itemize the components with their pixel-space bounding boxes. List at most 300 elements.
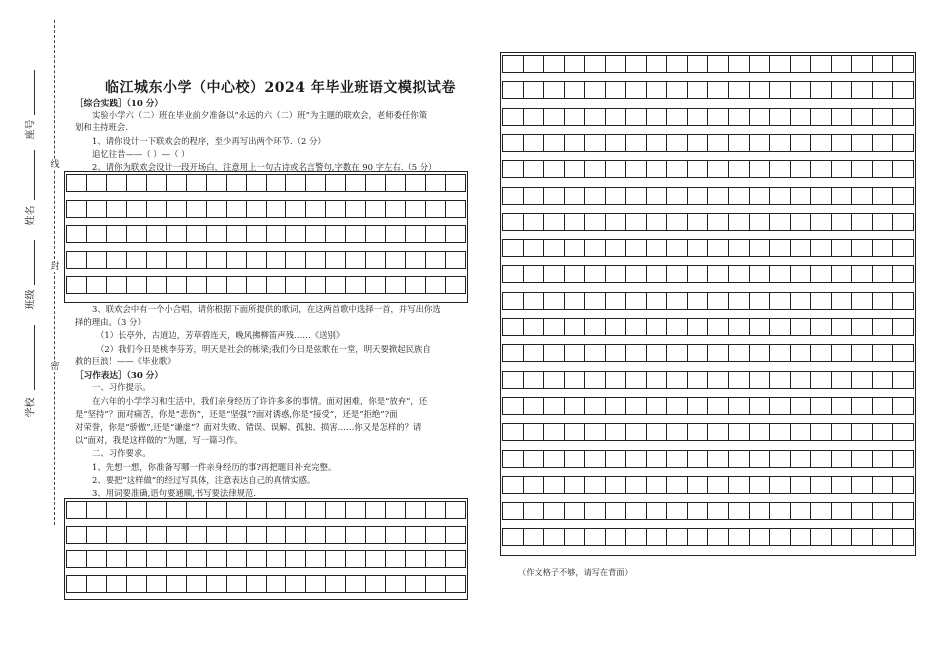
grid-cell[interactable] (708, 319, 729, 335)
grid-cell[interactable] (107, 175, 127, 191)
grid-cell[interactable] (750, 293, 771, 309)
grid-cell[interactable] (503, 451, 524, 467)
grid-cell[interactable] (852, 319, 873, 335)
grid-cell[interactable] (893, 529, 913, 545)
grid-cell[interactable] (565, 266, 586, 282)
grid-cell[interactable] (503, 293, 524, 309)
grid-cell[interactable] (852, 293, 873, 309)
grid-cell[interactable] (585, 345, 606, 361)
grid-cell[interactable] (852, 477, 873, 493)
grid-cell[interactable] (503, 529, 524, 545)
grid-cell[interactable] (346, 252, 366, 268)
grid-cell[interactable] (107, 226, 127, 242)
grid-cell[interactable] (832, 398, 853, 414)
grid-cell[interactable] (606, 109, 627, 125)
grid-cell[interactable] (524, 266, 545, 282)
grid-cell[interactable] (811, 266, 832, 282)
grid-cell[interactable] (770, 529, 791, 545)
grid-cell[interactable] (647, 319, 668, 335)
grid-cell[interactable] (67, 175, 87, 191)
grid-cell[interactable] (503, 424, 524, 440)
grid-cell[interactable] (647, 56, 668, 72)
grid-cell[interactable] (832, 293, 853, 309)
grid-cell[interactable] (247, 226, 267, 242)
grid-cell[interactable] (873, 188, 894, 204)
grid-cell[interactable] (585, 529, 606, 545)
grid-cell[interactable] (893, 188, 913, 204)
grid-cell[interactable] (832, 266, 853, 282)
grid-cell[interactable] (406, 226, 426, 242)
grid-cell[interactable] (688, 451, 709, 467)
grid-cell[interactable] (585, 372, 606, 388)
grid-cell[interactable] (750, 82, 771, 98)
grid-cell[interactable] (503, 214, 524, 230)
grid-cell[interactable] (207, 277, 227, 293)
grid-cell[interactable] (606, 293, 627, 309)
grid-cell[interactable] (565, 240, 586, 256)
grid-cell[interactable] (750, 214, 771, 230)
grid-cell[interactable] (647, 214, 668, 230)
grid-cell[interactable] (647, 398, 668, 414)
grid-cell[interactable] (426, 252, 446, 268)
grid-cell[interactable] (811, 135, 832, 151)
grid-cell[interactable] (852, 503, 873, 519)
grid-cell[interactable] (729, 109, 750, 125)
grid-cell[interactable] (893, 240, 913, 256)
grid-cell[interactable] (770, 109, 791, 125)
grid-cell[interactable] (791, 451, 812, 467)
grid-cell[interactable] (267, 551, 287, 567)
grid-cell[interactable] (306, 551, 326, 567)
grid-cell[interactable] (286, 502, 306, 518)
grid-cell[interactable] (167, 551, 187, 567)
grid-cell[interactable] (127, 502, 147, 518)
grid-cell[interactable] (791, 424, 812, 440)
grid-cell[interactable] (626, 451, 647, 467)
grid-cell[interactable] (770, 503, 791, 519)
grid-cell[interactable] (811, 188, 832, 204)
grid-cell[interactable] (770, 477, 791, 493)
grid-cell[interactable] (811, 398, 832, 414)
grid-cell[interactable] (247, 201, 267, 217)
grid-cell[interactable] (67, 277, 87, 293)
grid-cell[interactable] (688, 56, 709, 72)
grid-cell[interactable] (811, 372, 832, 388)
grid-cell[interactable] (832, 214, 853, 230)
grid-cell[interactable] (524, 372, 545, 388)
grid-cell[interactable] (187, 175, 207, 191)
grid-cell[interactable] (306, 201, 326, 217)
grid-cell[interactable] (832, 424, 853, 440)
grid-cell[interactable] (811, 451, 832, 467)
grid-cell[interactable] (346, 502, 366, 518)
grid-cell[interactable] (87, 226, 107, 242)
grid-cell[interactable] (524, 503, 545, 519)
grid-cell[interactable] (626, 82, 647, 98)
grid-cell[interactable] (852, 240, 873, 256)
grid-cell[interactable] (187, 502, 207, 518)
grid-cell[interactable] (247, 175, 267, 191)
grid-cell[interactable] (708, 135, 729, 151)
grid-cell[interactable] (286, 551, 306, 567)
grid-cell[interactable] (503, 503, 524, 519)
grid-cell[interactable] (832, 56, 853, 72)
grid-cell[interactable] (688, 372, 709, 388)
grid-cell[interactable] (544, 188, 565, 204)
grid-cell[interactable] (626, 372, 647, 388)
grid-cell[interactable] (346, 175, 366, 191)
grid-cell[interactable] (606, 529, 627, 545)
grid-cell[interactable] (565, 109, 586, 125)
grid-cell[interactable] (832, 345, 853, 361)
grid-cell[interactable] (770, 319, 791, 335)
grid-cell[interactable] (811, 345, 832, 361)
grid-cell[interactable] (667, 135, 688, 151)
grid-cell[interactable] (585, 109, 606, 125)
grid-cell[interactable] (346, 277, 366, 293)
grid-cell[interactable] (524, 188, 545, 204)
grid-cell[interactable] (750, 451, 771, 467)
grid-cell[interactable] (667, 398, 688, 414)
grid-cell[interactable] (524, 135, 545, 151)
grid-cell[interactable] (750, 503, 771, 519)
grid-cell[interactable] (832, 529, 853, 545)
grid-cell[interactable] (750, 424, 771, 440)
grid-cell[interactable] (207, 502, 227, 518)
grid-cell[interactable] (667, 529, 688, 545)
grid-cell[interactable] (406, 502, 426, 518)
grid-cell[interactable] (386, 551, 406, 567)
grid-cell[interactable] (729, 345, 750, 361)
grid-cell[interactable] (267, 252, 287, 268)
grid-cell[interactable] (386, 201, 406, 217)
grid-cell[interactable] (626, 240, 647, 256)
grid-cell[interactable] (585, 477, 606, 493)
grid-cell[interactable] (426, 576, 446, 592)
grid-cell[interactable] (565, 56, 586, 72)
grid-cell[interactable] (544, 477, 565, 493)
grid-cell[interactable] (565, 214, 586, 230)
grid-cell[interactable] (366, 226, 386, 242)
grid-cell[interactable] (688, 135, 709, 151)
grid-cell[interactable] (606, 372, 627, 388)
grid-cell[interactable] (626, 109, 647, 125)
grid-cell[interactable] (366, 252, 386, 268)
grid-cell[interactable] (750, 240, 771, 256)
grid-cell[interactable] (729, 135, 750, 151)
grid-cell[interactable] (524, 214, 545, 230)
seat-number-field[interactable] (34, 70, 35, 115)
grid-cell[interactable] (873, 503, 894, 519)
grid-cell[interactable] (585, 293, 606, 309)
grid-cell[interactable] (667, 56, 688, 72)
grid-cell[interactable] (207, 226, 227, 242)
grid-cell[interactable] (207, 201, 227, 217)
grid-cell[interactable] (187, 252, 207, 268)
grid-cell[interactable] (187, 201, 207, 217)
grid-cell[interactable] (127, 252, 147, 268)
grid-cell[interactable] (791, 398, 812, 414)
grid-cell[interactable] (708, 214, 729, 230)
grid-cell[interactable] (326, 551, 346, 567)
grid-cell[interactable] (207, 252, 227, 268)
grid-cell[interactable] (770, 82, 791, 98)
grid-cell[interactable] (770, 266, 791, 282)
grid-cell[interactable] (346, 226, 366, 242)
grid-cell[interactable] (87, 576, 107, 592)
grid-cell[interactable] (667, 109, 688, 125)
grid-cell[interactable] (708, 398, 729, 414)
grid-cell[interactable] (729, 477, 750, 493)
grid-cell[interactable] (565, 82, 586, 98)
grid-cell[interactable] (524, 319, 545, 335)
grid-cell[interactable] (326, 527, 346, 543)
grid-cell[interactable] (893, 477, 913, 493)
grid-cell[interactable] (750, 109, 771, 125)
grid-cell[interactable] (544, 398, 565, 414)
grid-cell[interactable] (770, 451, 791, 467)
grid-cell[interactable] (791, 188, 812, 204)
grid-cell[interactable] (811, 503, 832, 519)
grid-cell[interactable] (873, 345, 894, 361)
grid-cell[interactable] (87, 551, 107, 567)
grid-cell[interactable] (524, 398, 545, 414)
grid-cell[interactable] (167, 576, 187, 592)
grid-cell[interactable] (893, 56, 913, 72)
grid-cell[interactable] (585, 161, 606, 177)
grid-cell[interactable] (729, 319, 750, 335)
grid-cell[interactable] (606, 319, 627, 335)
grid-cell[interactable] (893, 503, 913, 519)
grid-cell[interactable] (67, 576, 87, 592)
grid-cell[interactable] (647, 161, 668, 177)
grid-cell[interactable] (503, 319, 524, 335)
grid-cell[interactable] (606, 266, 627, 282)
grid-cell[interactable] (729, 56, 750, 72)
grid-cell[interactable] (873, 477, 894, 493)
grid-cell[interactable] (227, 277, 247, 293)
grid-cell[interactable] (606, 135, 627, 151)
grid-cell[interactable] (167, 502, 187, 518)
grid-cell[interactable] (426, 175, 446, 191)
grid-cell[interactable] (770, 188, 791, 204)
grid-cell[interactable] (873, 398, 894, 414)
grid-cell[interactable] (503, 345, 524, 361)
grid-cell[interactable] (544, 266, 565, 282)
grid-cell[interactable] (832, 451, 853, 467)
grid-cell[interactable] (87, 502, 107, 518)
grid-cell[interactable] (346, 551, 366, 567)
grid-cell[interactable] (626, 477, 647, 493)
grid-cell[interactable] (647, 135, 668, 151)
grid-cell[interactable] (811, 161, 832, 177)
grid-cell[interactable] (852, 266, 873, 282)
grid-cell[interactable] (585, 135, 606, 151)
grid-cell[interactable] (247, 502, 267, 518)
grid-cell[interactable] (791, 56, 812, 72)
grid-cell[interactable] (688, 293, 709, 309)
grid-cell[interactable] (688, 161, 709, 177)
grid-cell[interactable] (667, 503, 688, 519)
grid-cell[interactable] (565, 529, 586, 545)
grid-cell[interactable] (386, 252, 406, 268)
grid-cell[interactable] (406, 201, 426, 217)
grid-cell[interactable] (406, 576, 426, 592)
grid-cell[interactable] (227, 527, 247, 543)
grid-cell[interactable] (446, 201, 465, 217)
grid-cell[interactable] (524, 451, 545, 467)
grid-cell[interactable] (107, 551, 127, 567)
grid-cell[interactable] (688, 109, 709, 125)
grid-cell[interactable] (791, 266, 812, 282)
grid-cell[interactable] (893, 161, 913, 177)
grid-cell[interactable] (688, 188, 709, 204)
grid-cell[interactable] (852, 135, 873, 151)
grid-cell[interactable] (147, 252, 167, 268)
grid-cell[interactable] (708, 503, 729, 519)
grid-cell[interactable] (267, 277, 287, 293)
grid-cell[interactable] (791, 529, 812, 545)
grid-cell[interactable] (267, 201, 287, 217)
grid-cell[interactable] (227, 502, 247, 518)
grid-cell[interactable] (107, 576, 127, 592)
grid-cell[interactable] (688, 214, 709, 230)
grid-cell[interactable] (667, 82, 688, 98)
grid-cell[interactable] (832, 109, 853, 125)
grid-cell[interactable] (729, 424, 750, 440)
grid-cell[interactable] (207, 576, 227, 592)
grid-cell[interactable] (406, 175, 426, 191)
grid-cell[interactable] (503, 266, 524, 282)
grid-cell[interactable] (107, 527, 127, 543)
grid-cell[interactable] (247, 551, 267, 567)
grid-cell[interactable] (811, 529, 832, 545)
grid-cell[interactable] (544, 451, 565, 467)
grid-cell[interactable] (426, 226, 446, 242)
grid-cell[interactable] (544, 214, 565, 230)
grid-cell[interactable] (852, 161, 873, 177)
grid-cell[interactable] (750, 56, 771, 72)
grid-cell[interactable] (688, 503, 709, 519)
grid-cell[interactable] (852, 188, 873, 204)
grid-cell[interactable] (750, 266, 771, 282)
grid-cell[interactable] (688, 82, 709, 98)
question-1-fill[interactable]: 追忆往昔——（ ）—（ ） (92, 149, 190, 159)
grid-cell[interactable] (446, 551, 465, 567)
grid-cell[interactable] (585, 451, 606, 467)
grid-cell[interactable] (147, 175, 167, 191)
grid-cell[interactable] (207, 527, 227, 543)
grid-cell[interactable] (286, 201, 306, 217)
grid-cell[interactable] (606, 240, 627, 256)
grid-cell[interactable] (544, 109, 565, 125)
grid-cell[interactable] (770, 372, 791, 388)
grid-cell[interactable] (852, 398, 873, 414)
grid-cell[interactable] (832, 372, 853, 388)
grid-cell[interactable] (667, 161, 688, 177)
grid-cell[interactable] (565, 424, 586, 440)
answer-grid-essay-right[interactable] (502, 55, 914, 559)
grid-cell[interactable] (503, 82, 524, 98)
grid-cell[interactable] (770, 56, 791, 72)
grid-cell[interactable] (503, 135, 524, 151)
grid-cell[interactable] (626, 319, 647, 335)
answer-grid-essay-left[interactable] (66, 501, 466, 603)
grid-cell[interactable] (708, 477, 729, 493)
grid-cell[interactable] (366, 175, 386, 191)
grid-cell[interactable] (606, 398, 627, 414)
grid-cell[interactable] (667, 477, 688, 493)
grid-cell[interactable] (585, 82, 606, 98)
grid-cell[interactable] (708, 82, 729, 98)
grid-cell[interactable] (893, 372, 913, 388)
grid-cell[interactable] (791, 503, 812, 519)
grid-cell[interactable] (147, 527, 167, 543)
school-field[interactable] (34, 325, 35, 390)
grid-cell[interactable] (626, 135, 647, 151)
grid-cell[interactable] (667, 372, 688, 388)
grid-cell[interactable] (267, 576, 287, 592)
grid-cell[interactable] (127, 277, 147, 293)
grid-cell[interactable] (366, 551, 386, 567)
grid-cell[interactable] (832, 161, 853, 177)
grid-cell[interactable] (446, 527, 465, 543)
grid-cell[interactable] (729, 240, 750, 256)
grid-cell[interactable] (606, 56, 627, 72)
grid-cell[interactable] (791, 109, 812, 125)
grid-cell[interactable] (67, 201, 87, 217)
grid-cell[interactable] (626, 188, 647, 204)
grid-cell[interactable] (503, 372, 524, 388)
grid-cell[interactable] (626, 293, 647, 309)
grid-cell[interactable] (326, 175, 346, 191)
grid-cell[interactable] (87, 201, 107, 217)
grid-cell[interactable] (606, 451, 627, 467)
grid-cell[interactable] (306, 277, 326, 293)
grid-cell[interactable] (565, 345, 586, 361)
grid-cell[interactable] (326, 226, 346, 242)
grid-cell[interactable] (791, 345, 812, 361)
grid-cell[interactable] (647, 293, 668, 309)
grid-cell[interactable] (565, 372, 586, 388)
grid-cell[interactable] (406, 252, 426, 268)
grid-cell[interactable] (286, 277, 306, 293)
grid-cell[interactable] (544, 503, 565, 519)
grid-cell[interactable] (306, 175, 326, 191)
grid-cell[interactable] (167, 175, 187, 191)
grid-cell[interactable] (893, 424, 913, 440)
grid-cell[interactable] (565, 293, 586, 309)
grid-cell[interactable] (585, 214, 606, 230)
grid-cell[interactable] (127, 201, 147, 217)
grid-cell[interactable] (286, 527, 306, 543)
grid-cell[interactable] (606, 503, 627, 519)
grid-cell[interactable] (366, 277, 386, 293)
grid-cell[interactable] (647, 451, 668, 467)
grid-cell[interactable] (750, 188, 771, 204)
grid-cell[interactable] (286, 226, 306, 242)
grid-cell[interactable] (688, 477, 709, 493)
grid-cell[interactable] (565, 398, 586, 414)
grid-cell[interactable] (565, 188, 586, 204)
grid-cell[interactable] (750, 161, 771, 177)
grid-cell[interactable] (832, 240, 853, 256)
grid-cell[interactable] (227, 576, 247, 592)
grid-cell[interactable] (832, 135, 853, 151)
grid-cell[interactable] (688, 240, 709, 256)
grid-cell[interactable] (286, 252, 306, 268)
grid-cell[interactable] (729, 266, 750, 282)
